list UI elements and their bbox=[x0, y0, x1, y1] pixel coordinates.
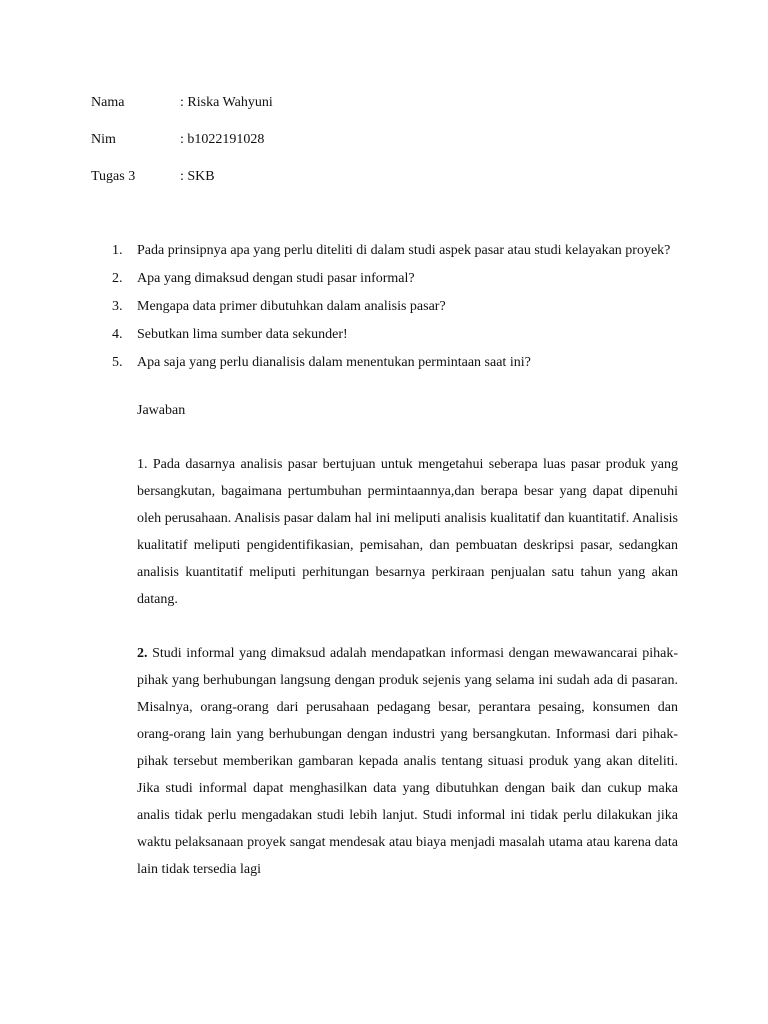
question-list bbox=[91, 238, 678, 378]
tugas-label: Tugas 3 bbox=[91, 169, 136, 184]
jawaban-heading: Jawaban bbox=[137, 403, 186, 418]
question-text: Apa saja yang perlu dianalisis dalam menentukan permintaan saat ini? bbox=[137, 355, 531, 370]
answer-number: 1. bbox=[137, 457, 148, 472]
answer-number: 2. bbox=[137, 646, 148, 661]
question-text: Apa yang dimaksud dengan studi pasar informal? bbox=[137, 271, 415, 286]
nama-value: : Riska Wahyuni bbox=[180, 95, 273, 110]
answer-text: Studi informal yang dimaksud adalah mendapatkan informasi dengan mewawancarai pihak-pihak yang berhubungan langsung dengan produk sejenis yang selama ini sudah ada di pasaran. Misalnya, orang-orang dari perusahaan pedagang besar, perantara pesaing, konsumen dan orang-orang lain yang berhubungan dengan industri yang bersangkutan. Informasi dari pihak-pihak tersebut memberikan gambaran kepada analis tentang situasi produk yang akan diteliti. Jika studi informal dapat menghasilkan data yang dibutuhkan dengan baik dan cukup maka analis tidak perlu mengadakan studi lebih lanjut. Studi informal ini tidak perlu dilakukan jika waktu pelaksanaan proyek sangat mendesak atau biaya menjadi masalah utama atau karena data lain tidak tersedia lagi bbox=[137, 646, 679, 877]
tugas-value: : SKB bbox=[180, 169, 215, 184]
question-number: 5. bbox=[112, 355, 123, 370]
answer-paragraph-1 bbox=[137, 451, 678, 613]
question-item bbox=[91, 294, 678, 319]
question-item bbox=[91, 238, 678, 263]
question-number: 4. bbox=[112, 327, 123, 342]
nama-label: Nama bbox=[91, 95, 125, 110]
answer-paragraph-2 bbox=[137, 640, 678, 883]
question-text: Sebutkan lima sumber data sekunder! bbox=[137, 327, 348, 342]
question-number: 2. bbox=[112, 271, 123, 286]
nim-value: : b1022191028 bbox=[180, 132, 265, 147]
question-text: Mengapa data primer dibutuhkan dalam analisis pasar? bbox=[137, 299, 446, 314]
question-item bbox=[91, 322, 678, 347]
question-item bbox=[91, 350, 678, 375]
answer-text: Pada dasarnya analisis pasar bertujuan untuk mengetahui seberapa luas pasar produk yang bersangkutan, bagaimana pertumbuhan permintaannya,dan berapa besar yang dapat dipenuhi oleh perusahaan. Analisis pasar dalam hal ini meliputi analisis kualitatif dan kuantitatif. Analisis kualitatif meliputi pengidentifikasian, pemisahan, dan pembuatan deskripsi pasar, sedangkan analisis kuantitatif meliputi perhitungan besarnya perkiraan penjualan satu tahun yang akan datang. bbox=[137, 457, 679, 607]
question-number: 3. bbox=[112, 299, 123, 314]
question-number: 1. bbox=[112, 243, 123, 258]
nim-label: Nim bbox=[91, 132, 116, 147]
question-text: Pada prinsipnya apa yang perlu diteliti di dalam studi aspek pasar atau studi kelayakan proyek? bbox=[137, 243, 671, 258]
question-item bbox=[91, 266, 678, 291]
